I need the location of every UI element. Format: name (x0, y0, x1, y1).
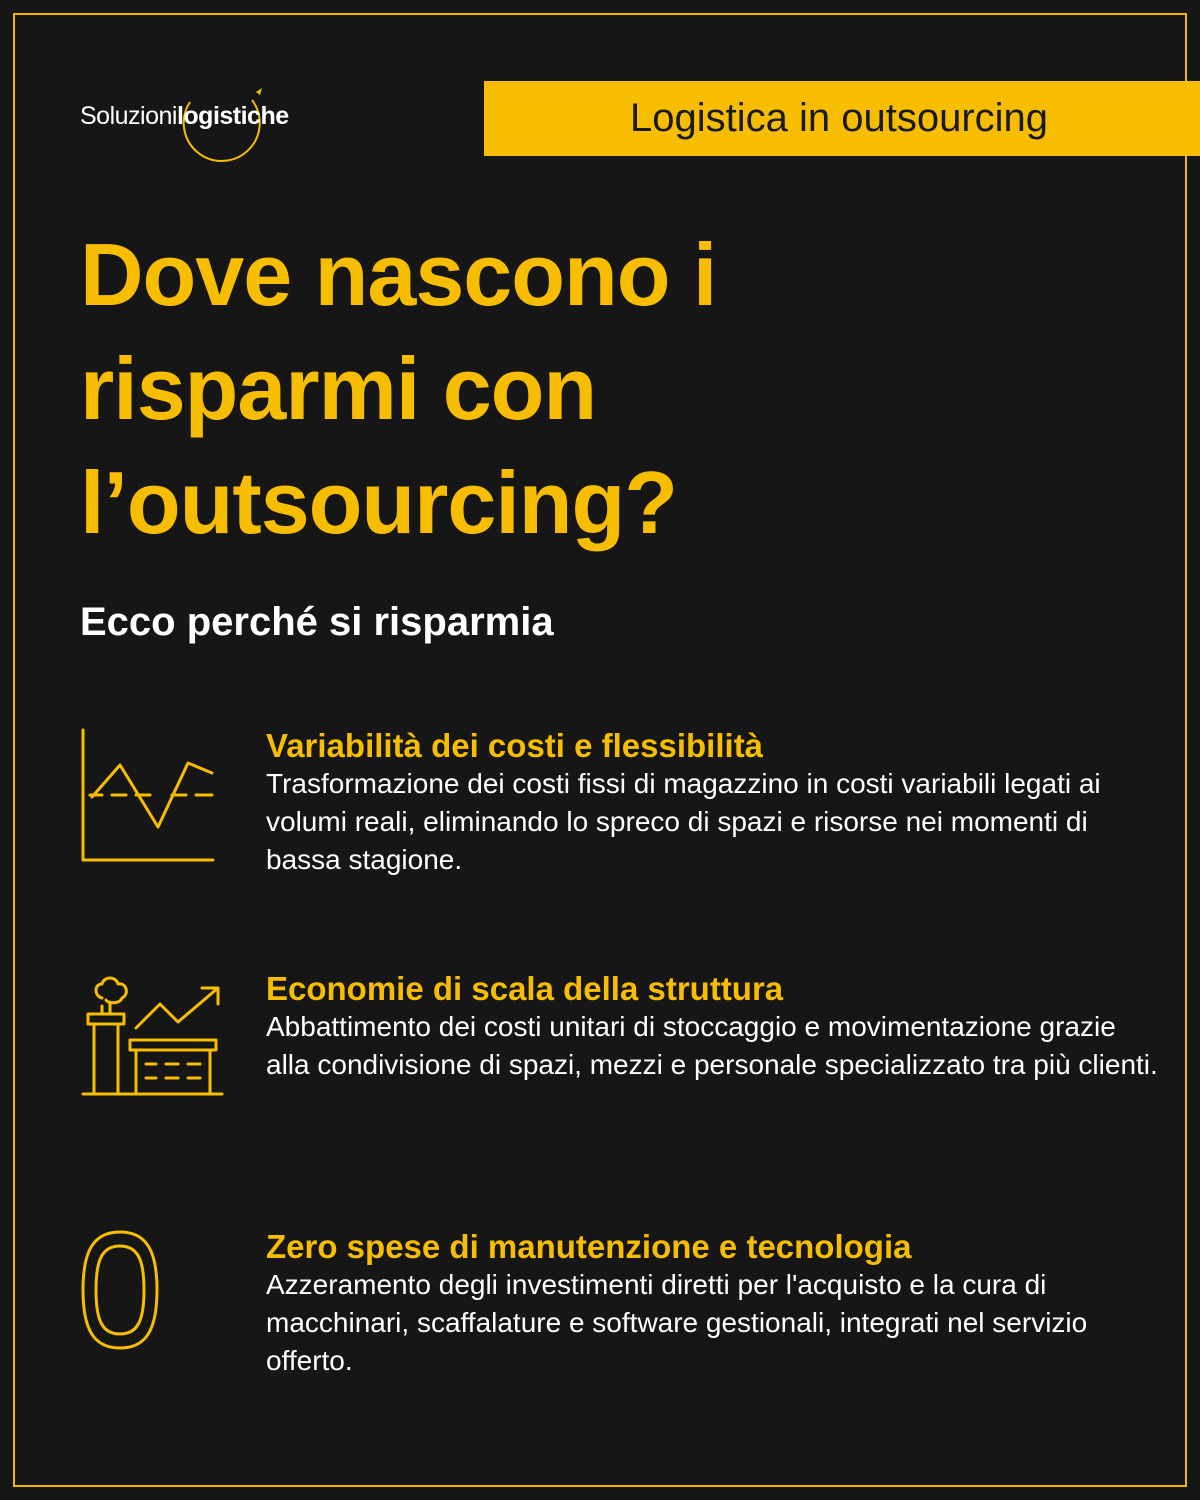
benefit-title: Zero spese di manutenzione e tecnologia (266, 1228, 912, 1265)
benefit-item (80, 970, 1180, 1130)
benefit-text (266, 1228, 1166, 1380)
category-tag: Logistica in outsourcing (484, 81, 1200, 156)
logo-prefix: Soluzioni (80, 102, 177, 130)
benefit-description: Azzeramento degli investimenti diretti per l'acquisto e la cura di macchinari, scaffalature e software gestionali, integrati nel servizio offerto. (266, 1269, 1088, 1376)
title-line: Dove nascono i (80, 225, 717, 324)
factory-growth-icon (80, 972, 225, 1112)
title-line: risparmi con (80, 339, 597, 438)
benefit-text (266, 727, 1166, 879)
benefit-item (80, 1228, 1180, 1388)
brand-logo (80, 80, 340, 162)
zero-icon (80, 1228, 170, 1368)
benefit-description: Abbattimento dei costi unitari di stoccaggio e movimentazione grazie alla condivisione di spazi, mezzi e personale specializzato tra più clienti. (266, 1011, 1158, 1080)
benefit-item (80, 727, 1180, 887)
benefit-title: Economie di scala della struttura (266, 970, 784, 1007)
benefit-title: Variabilità dei costi e flessibilità (266, 727, 764, 764)
logo-wordmark (80, 102, 289, 131)
benefit-description: Trasformazione dei costi fissi di magazzino in costi variabili legati ai volumi reali, eliminando lo spreco di spazi e risorse nei momenti di bassa stagione. (266, 768, 1101, 875)
page-subtitle: Ecco perché si risparmia (80, 600, 554, 644)
title-line: l’outsourcing? (80, 453, 678, 552)
page-title (80, 218, 1080, 560)
benefit-text (266, 970, 1166, 1084)
line-chart-icon (80, 727, 220, 867)
logo-suffix: logistiche (176, 102, 289, 130)
